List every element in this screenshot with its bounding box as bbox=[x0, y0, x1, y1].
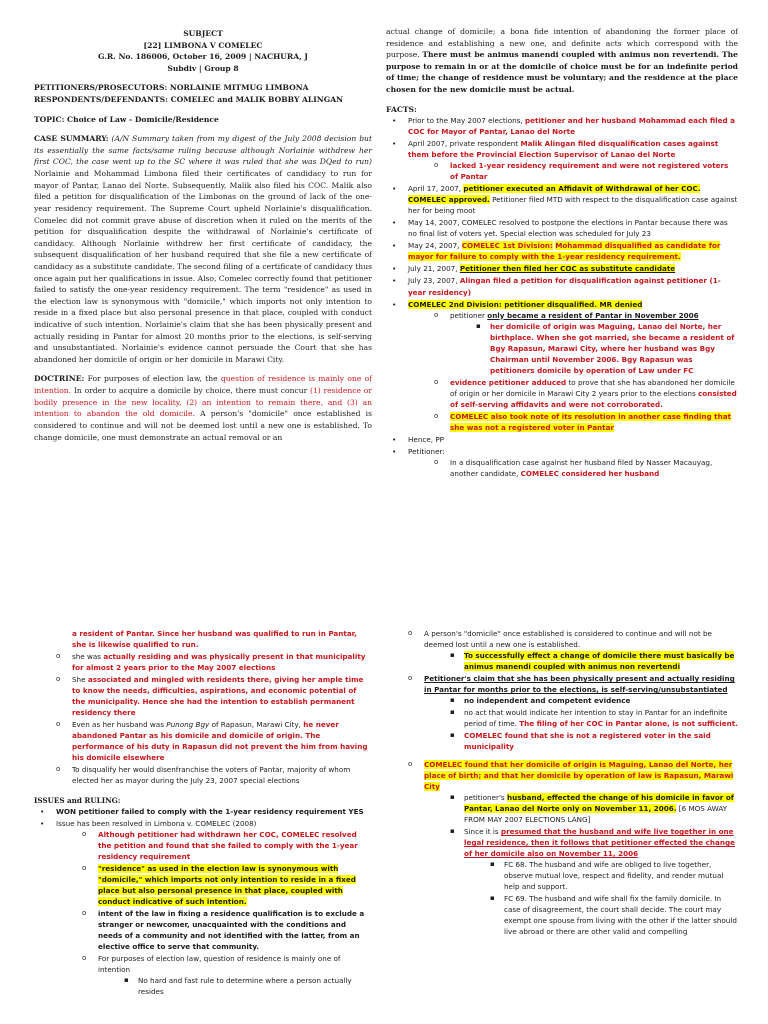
issue-subsubitem: ▪ No hard and fast rule to determine where a person actually resides bbox=[124, 975, 372, 997]
issues-list bbox=[34, 806, 372, 997]
fact-subsubitem: ▪ her domicile of origin was Maguing, Lanao del Norte, her birthplace. When she got married, she became a resident of Bgy Rapasun, Marawi City, where her husband was Bgy Chairman until November 2006. Bgy Rapasun was petitioners domicile by operation of Law under FC bbox=[476, 321, 738, 376]
issue-subitem: o "residence" as used in the election law is synonymous with "domicile," which imports not only intention to reside in a fixed place but also personal presence in that place, coupled with conduct indicative of such intention. bbox=[82, 863, 372, 907]
fact-subitem: o To disqualify her would disenfranchise the voters of Pantar, majority of whom elected her as mayor during the July 23, 2007 special elections bbox=[56, 764, 372, 786]
topic-line: TOPIC: Choice of Law - Domicile/Residence bbox=[34, 114, 219, 124]
respondents-line: RESPONDENTS/DEFENDANTS: COMELEC and MALIK BOBBY ALINGAN bbox=[34, 95, 344, 105]
petitioners-line: PETITIONERS/PROSECUTORS: NORLAINIE MITMUG LIMBONA bbox=[34, 83, 309, 93]
doctrine-cont-bold: There must be animus manendi coupled with animus non revertendi. The purpose to remain in or at the domicile of choice must be for an indefinite period of time; the change of residence must be voluntary; and the residence at the place chosen for the new domicile must be actual. bbox=[386, 50, 738, 95]
fact-item: • Petitioner: o In a disqualification case against her husband filed by Nasser Macauyag, another candidate, COMELEC considered her husband bbox=[386, 446, 738, 479]
subdiv-line: Subdiv | Group 8 bbox=[167, 63, 239, 73]
ruling-subitem: ▪ no act that would indicate her intention to stay in Pantar for an indefinite period of time. The filing of her COC in Pantar alone, is not sufficient. bbox=[450, 707, 738, 729]
doctrine-tail: A person's "domicile" once established is considered to continue and will not be deemed lost until a new one is established. To change domicile, one must demonstrate an actual removal or an bbox=[34, 409, 372, 442]
subject-heading: SUBJECT bbox=[183, 29, 223, 38]
fact-item: • May 14, 2007, COMELEC resolved to postpone the elections in Pantar because there was no final list of voters yet. Special election was scheduled for July 23 bbox=[386, 217, 738, 239]
page1-left-column bbox=[34, 28, 372, 443]
fact-subitem: o petitioner only became a resident of Pantar in November 2006 ▪ her domicile of origin was Maguing, Lanao del Norte, her birthplace. When she got married, she became a resident of Bgy Rapasun, Marawi City, where her husband was Bgy Chairman until November 2006. Bgy Rapasun was petitioners domicile by operation of Law under FC bbox=[434, 310, 738, 376]
doctrine-red-1: question of residence is mainly one of intention. bbox=[34, 374, 372, 396]
issues-heading: ISSUES and RULING: bbox=[34, 796, 121, 806]
ruling-item: o Petitioner's claim that she has been physically present and actually residing in Pantar for months prior to the elections, is self-serving/unsubstantiated ▪ no independent and competent evidence ▪ no act that would indicate her intention to stay in Pantar for an indefinite period of time. The filing of her COC in Pantar alone, is not sufficient. ▪ COMELEC found that she is not a registered voter in the said municipality bbox=[408, 673, 738, 752]
issue-subitem: o For purposes of election law, question of residence is mainly one of intention ▪ No hard and fast rule to determine where a person actually resides bbox=[82, 953, 372, 997]
fact-item: • COMELEC 2nd Division: petitioner disqualified. MR denied o petitioner only became a resident of Pantar in November 2006 ▪ her domicile of origin was Maguing, Lanao del Norte, her birthplace. When she got married, she became a resident of Bgy Rapasun, Marawi City, where her husband was Bgy Chairman until November 2006. Bgy Rapasun was petitioners domicile by operation of Law under FC o evidence petitioner adduced to prove that she has abandoned her domicile of origin or her domicile in Marawi City 2 years prior to the elections consisted of self-serving affidavits and were not corroborated. o COMELEC also took note of its resolution in another case finding that she was not a registered voter in Pantar bbox=[386, 299, 738, 433]
ruling-subitem: ▪ petitioner's husband, effected the change of his domicile in favor of Pantar, Lanao del Norte only on November 11, 2006. [6 MOS AWAY FROM MAY 2007 ELECTIONS LANG] bbox=[450, 792, 738, 825]
doctrine-mid: In order to acquire a domicile by choice, there must concur bbox=[73, 386, 308, 396]
facts-list bbox=[386, 115, 738, 479]
fact-subitem: o lacked 1-year residency requirement and were not registered voters of Pantar bbox=[434, 160, 738, 182]
fact-subitem-continued: a resident of Pantar. Since her husband was qualified to run in Pantar, she is likewise qualified to run. bbox=[72, 629, 357, 650]
fact-subitem: o In a disqualification case against her husband filed by Nasser Macauyag, another candidate, COMELEC considered her husband bbox=[434, 457, 738, 479]
page2-right-column bbox=[386, 628, 738, 938]
case-summary bbox=[34, 133, 372, 365]
fact-subitem: o She associated and mingled with residents there, giving her ample time to know the needs, difficulties, aspirations, and economic potential of the municipality. Hence she had the intention to establish permanent residency there bbox=[56, 674, 372, 718]
issue-subitem: o intent of the law in fixing a residence qualification is to exclude a stranger or newcomer, unacquainted with the conditions and needs of a community and not identified with the latter, from an elective office to serve that community. bbox=[82, 908, 372, 952]
case-summary-note: (A/N Summary taken from my digest of the July 2008 decision but its essentially the same facts/same ruling because although Norlainie withdrew her first COC, the case went up to the SC where it was ruled that she was DQed to run) bbox=[34, 134, 372, 167]
fact-item: • July 21, 2007, Petitioner then filed her COC as substitute candidate bbox=[386, 263, 738, 274]
document-page-2 bbox=[0, 624, 768, 1024]
fact-subitem: o Even as her husband was Punong Bgy of Rapasun, Marawi City, he never abandoned Pantar as his domicile and domicile of origin. The performance of his duty in Rapasun did not prevent the him from having his domicile elsewhere bbox=[56, 719, 372, 763]
doctrine-cont: actual change of domicile; a bona fide intention of abandoning the former place of residence and establishing a new one, and definite acts which correspond with the purpose. bbox=[386, 27, 738, 60]
fact-subitem: o COMELEC also took note of its resolution in another case finding that she was not a registered voter in Pantar bbox=[434, 411, 738, 433]
page1-right-column bbox=[386, 26, 738, 480]
fact-item: • July 23, 2007, Alingan filed a petition for disqualification against petitioner (1-year residency) bbox=[386, 275, 738, 297]
case-title: [22] LIMBONA V COMELEC bbox=[143, 40, 263, 50]
doctrine bbox=[34, 373, 372, 443]
ruling-item: o COMELEC found that her domicile of origin is Maguing, Lanao del Norte, her place of birth; and that her domicile by operation of law is Rapasun, Marawi City ▪ petitioner's husband, effected the change of his domicile in favor of Pantar, Lanao del Norte only on November 11, 2006. [6 MOS AWAY FROM MAY 2007 ELECTIONS LANG] ▪ Since it is presumed that the husband and wife live together in one legal residence, then it follows that petitioner effected the change of her domicile also on November 11, 2006 ▪ FC 68. The husband and wife are obliged to live together, observe mutual love, respect and fidelity, and render mutual help and support. ▪ FC 69. The husband and wife shall fix the family domicile. In case of disagreement, the court shall decide. The court may exempt one spouse from living with the other if the latter should live abroad or there are other valid and compelling bbox=[408, 759, 738, 937]
fact-subitem: o she was actually residing and was physically present in that municipality for almost 2 years prior to the May 2007 elections bbox=[56, 651, 372, 673]
issue-item: • WON petitioner failed to comply with the 1-year residency requirement YES bbox=[34, 806, 372, 817]
page2-left-column bbox=[34, 628, 372, 999]
ruling-subitem: ▪ no independent and competent evidence bbox=[450, 695, 738, 706]
issue-subitem: o Although petitioner had withdrawn her COC, COMELEC resolved the petition and found that she failed to comply with the 1-year residency requirement bbox=[82, 829, 372, 862]
fact-item: • April 2007, private respondent Malik Alingan filed disqualification cases against them before the Provincial Election Supervisor of Lanao del Norte o lacked 1-year residency requirement and were not registered voters of Pantar bbox=[386, 138, 738, 182]
family-code-item: ▪ FC 68. The husband and wife are obliged to live together, observe mutual love, respect and fidelity, and render mutual help and support. bbox=[490, 859, 738, 892]
doctrine-continued bbox=[386, 26, 738, 96]
ruling-item: o A person's "domicile" once established is considered to continue and will not be deemed lost until a new one is established. ▪ To successfully effect a change of domicile there must basically be animus manendi coupled with animus non revertendi bbox=[408, 628, 738, 672]
ruling-subitem: ▪ COMELEC found that she is not a registered voter in the said municipality bbox=[450, 730, 738, 752]
doctrine-red-2: (1) residence or bodily presence in the new locality, (2) an intention to remain there, and (3) an intention to abandon the old domicile. bbox=[34, 386, 372, 419]
case-summary-label: CASE SUMMARY: bbox=[34, 134, 109, 144]
fact-item: • Hence, PP bbox=[386, 434, 738, 445]
ruling-subitem: ▪ To successfully effect a change of domicile there must basically be animus manendi coupled with animus non revertendi bbox=[450, 650, 738, 672]
page-gap bbox=[0, 572, 768, 624]
fact-item: • Prior to the May 2007 elections, petitioner and her husband Mohammad each filed a COC for Mayor of Pantar, Lanao del Norte bbox=[386, 115, 738, 137]
fact-item: • May 24, 2007, COMELEC 1st Division: Mohammad disqualified as candidate for mayor for failure to comply with the 1-year residency requirement. bbox=[386, 240, 738, 262]
fact-subitem: o evidence petitioner adduced to prove that she has abandoned her domicile of origin or her domicile in Marawi City 2 years prior to the elections consisted of self-serving affidavits and were not corroborated. bbox=[434, 377, 738, 410]
doctrine-label: DOCTRINE: bbox=[34, 374, 85, 384]
facts-heading: FACTS: bbox=[386, 104, 417, 114]
ruling-subitem: ▪ Since it is presumed that the husband and wife live together in one legal residence, then it follows that petitioner effected the change of her domicile also on November 11, 2006 ▪ FC 68. The husband and wife are obliged to live together, observe mutual love, respect and fidelity, and render mutual help and support. ▪ FC 69. The husband and wife shall fix the family domicile. In case of disagreement, the court shall decide. The court may exempt one spouse from living with the other if the latter should live abroad or there are other valid and compelling bbox=[450, 826, 738, 937]
case-summary-body: Norlainie and Mohammad Limbona filed their certificates of candidacy to run for mayor of Pantar, Lanao del Norte. Subsequently, Malik also filed his COC. Malik also filed a petition for disqualification of the Limbonas on the ground of lack of the one-year residency requirement. The Supreme Court upheld Norlainie's disqualification. Comelec did not commit grave abuse of discretion when it ruled on the merits of the petition for disqualification despite the withdrawal of Norlainie's certificate of candidacy. Although Norlainie withdrew her first certificate of candidacy, the subsequent disqualification of her husband required that she file a new certificate of candidacy as a substitute candidate. The second filing of a certificate of candidacy thus once again put her qualifications in issue. Also, Comelec correctly found that petitioner failed to satisfy the one-year residency requirement. The term "residence" as used in the election law is synonymous with "domicile," which imports not only intention to reside in a fixed place but also personal presence in that place, coupled with conduct indicative of such intention. Norlainie's claim that she has been physically present and actually residing in Pantar for almost 20 months prior to the elections, is self-serving and unsubstantiated. Norlainie's evidence cannot persuade the Court that she has abandoned her domicile of origin or her domicile in Marawi City. bbox=[34, 169, 372, 364]
doctrine-lead: For purposes of election law, the bbox=[87, 374, 218, 384]
issue-item: • Issue has been resolved in Limbona v. COMELEC (2008) o Although petitioner had withdrawn her COC, COMELEC resolved the petition and found that she failed to comply with the 1-year residency requirement o "residence" as used in the election law is synonymous with "domicile," which imports not only intention to reside in a fixed place but also personal presence in that place, coupled with conduct indicative of such intention. o intent of the law in fixing a residence qualification is to exclude a stranger or newcomer, unacquainted with the conditions and needs of a community and not identified with the latter, from an elective office to serve that community. o For purposes of election law, question of residence is mainly one of intention ▪ No hard and fast rule to determine where a person actually resides bbox=[34, 818, 372, 997]
gr-number-line: G.R. No. 186006, October 16, 2009 | NACHURA, J bbox=[98, 52, 308, 62]
fact-item: • April 17, 2007, petitioner executed an Affidavit of Withdrawal of her COC. COMELEC approved. Petitioner filed MTD with respect to the disqualification case against her for being moot bbox=[386, 183, 738, 216]
family-code-item: ▪ FC 69. The husband and wife shall fix the family domicile. In case of disagreement, the court shall decide. The court may exempt one spouse from living with the other if the latter should live abroad or there are other valid and compelling bbox=[490, 893, 738, 937]
